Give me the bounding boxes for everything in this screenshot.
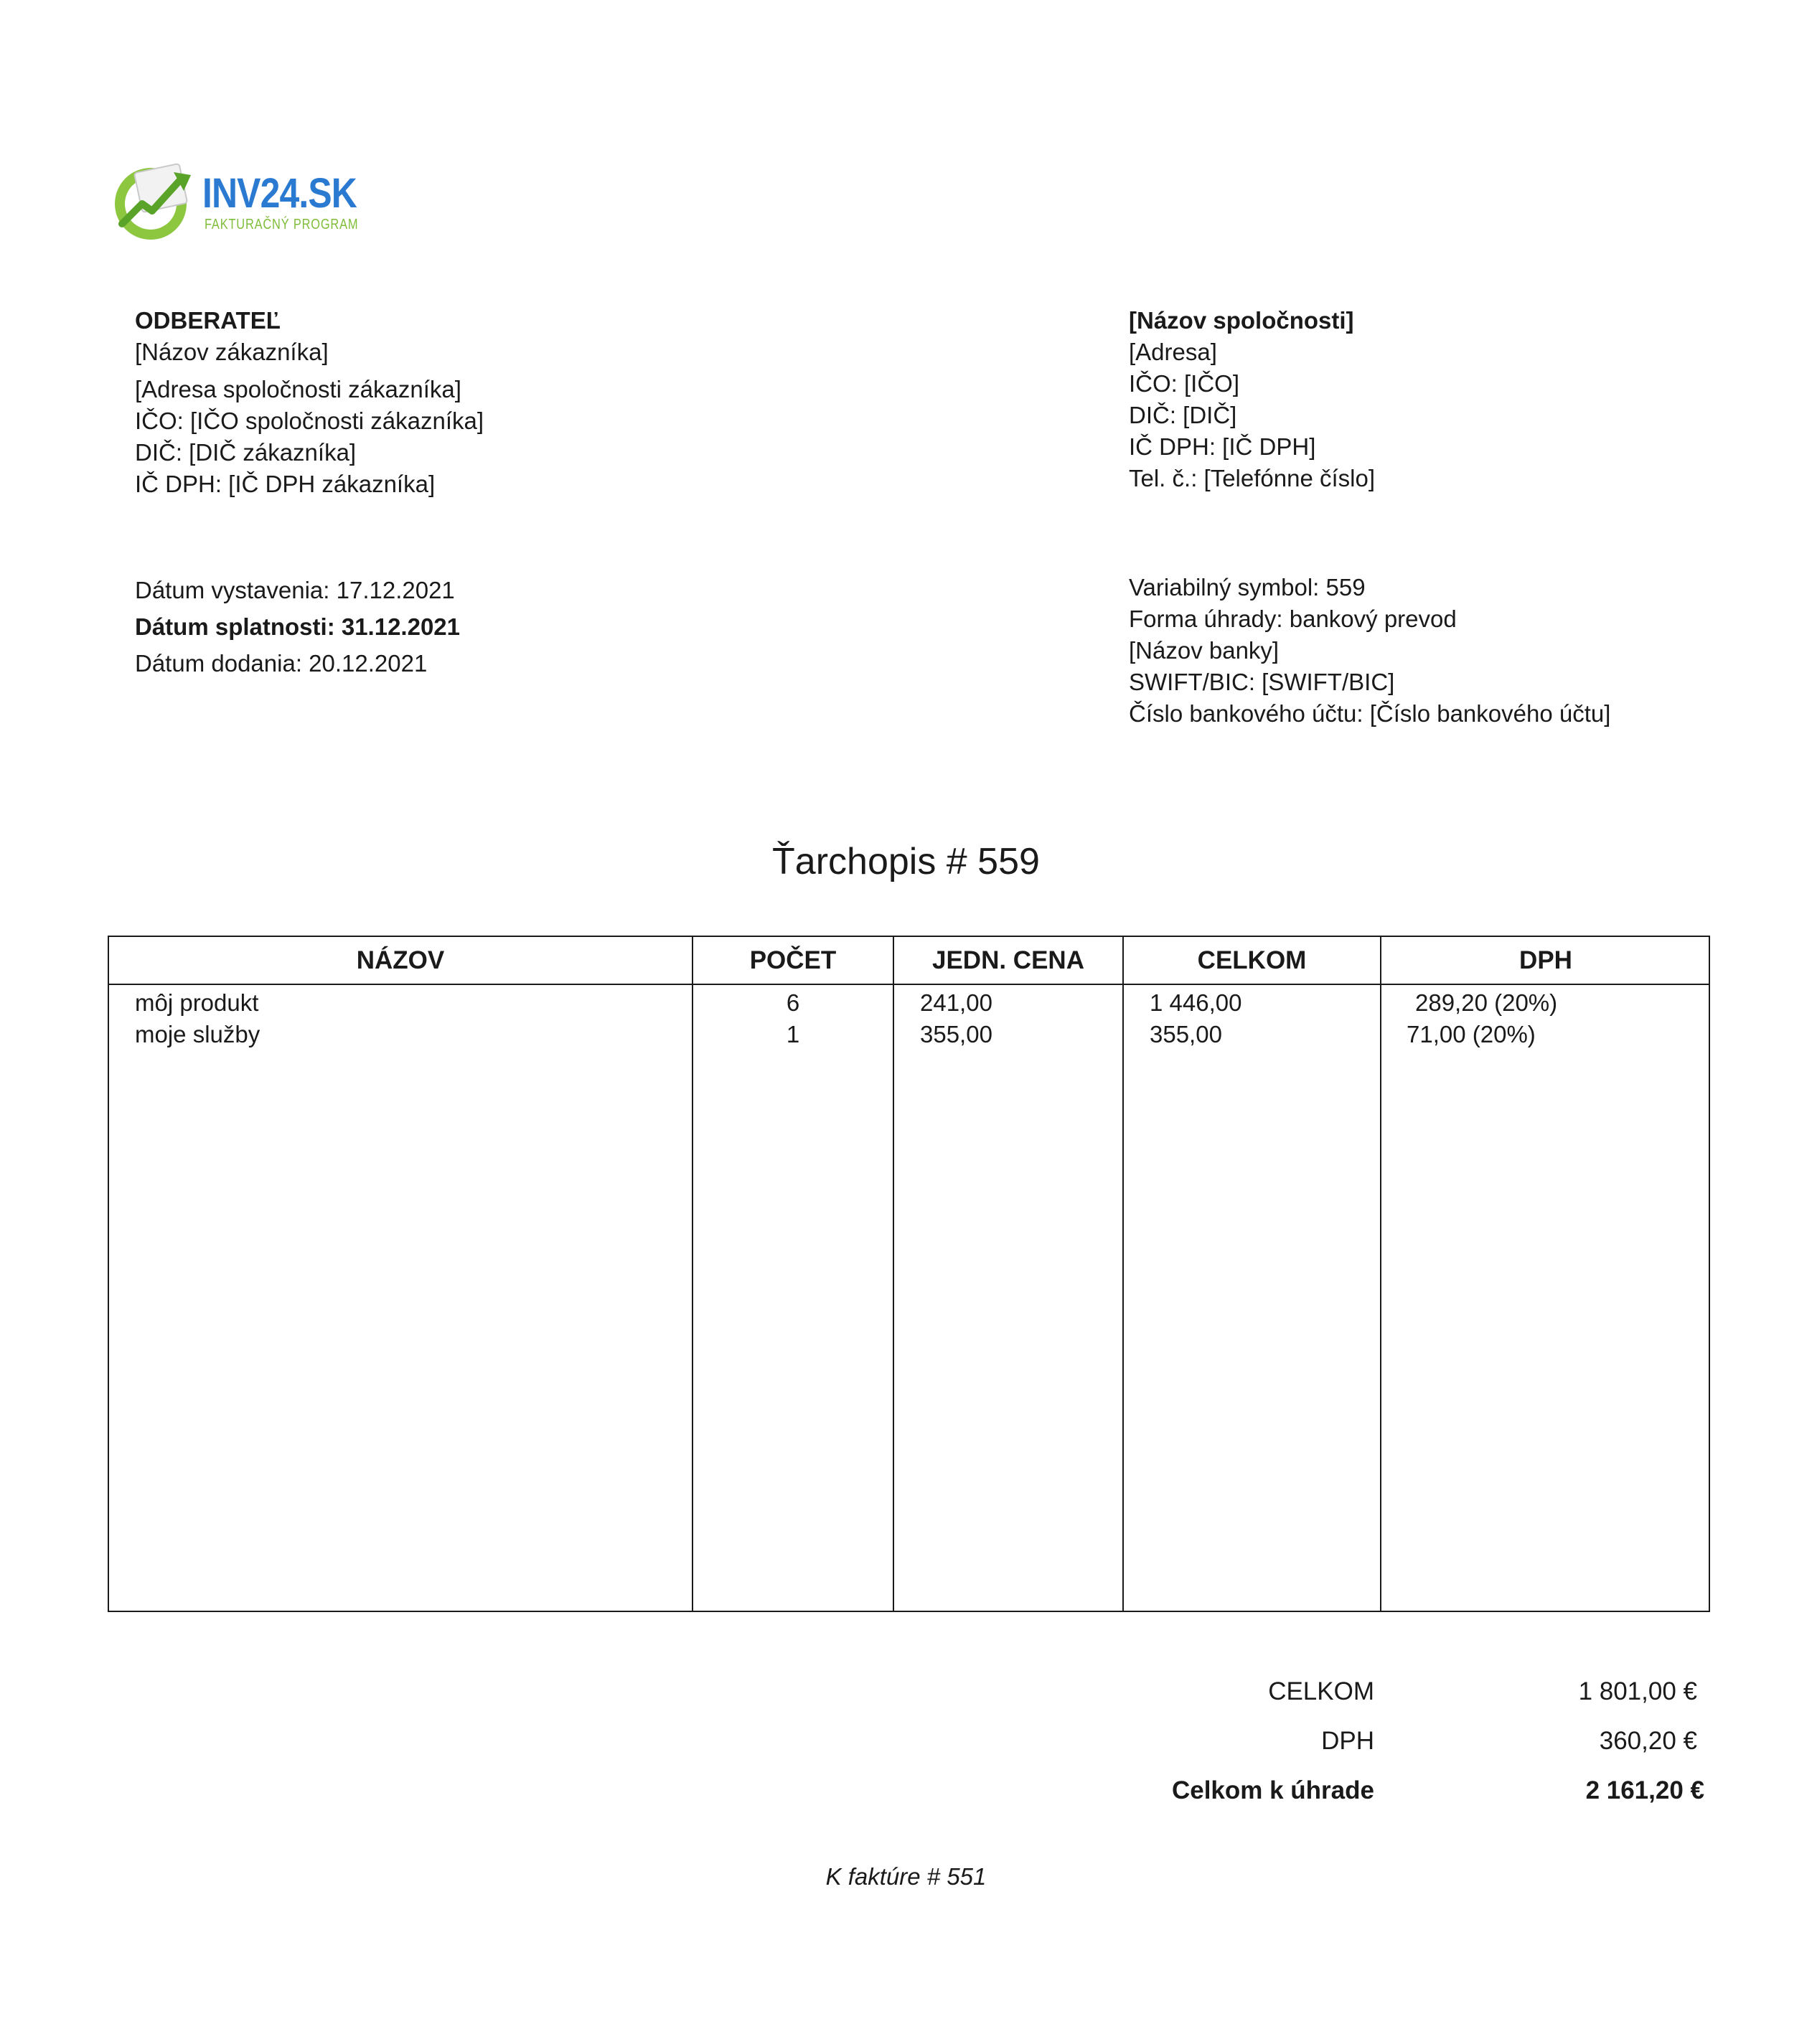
bank-account: Číslo bankového účtu: [Číslo bankového účtu] [1129, 700, 1611, 727]
company-address: [Adresa] [1129, 339, 1217, 365]
vat-total-value: 360,20 € [1599, 1727, 1697, 1755]
customer-dic: DIČ: [DIČ zákazníka] [135, 439, 357, 466]
invoice-reference-note: K faktúre # 551 [825, 1863, 987, 1890]
column-divider [1380, 937, 1381, 1611]
customer-ic-dph: IČ DPH: [IČ DPH zákazníka] [135, 471, 436, 497]
row-1-vat: 289,20 (20%) [1415, 989, 1558, 1016]
header-quantity: POČET [749, 946, 837, 974]
logo-tagline: FAKTURAČNÝ PROGRAM [205, 217, 359, 232]
column-divider [893, 937, 894, 1611]
vat-total-label: DPH [1321, 1727, 1374, 1755]
header-unit-price: JEDN. CENA [932, 946, 1084, 974]
date-delivery: Dátum dodania: 20.12.2021 [135, 650, 428, 677]
header-vat: DPH [1519, 946, 1572, 974]
customer-heading: ODBERATEĽ [135, 307, 281, 334]
row-2-vat: 71,00 (20%) [1407, 1021, 1536, 1047]
grand-total-value: 2 161,20 € [1585, 1776, 1704, 1804]
payment-block [1129, 572, 1610, 730]
bank-name: [Názov banky] [1129, 637, 1280, 664]
header-name: NÁZOV [356, 946, 445, 974]
swift-bic: SWIFT/BIC: [SWIFT/BIC] [1129, 669, 1395, 695]
row-1-name: môj produkt [135, 989, 259, 1016]
company-phone: Tel. č.: [Telefónne číslo] [1129, 465, 1376, 491]
dates-block [135, 572, 460, 682]
column-divider [1122, 937, 1124, 1611]
date-due: Dátum splatnosti: 31.12.2021 [135, 613, 461, 640]
row-2-quantity: 1 [786, 1021, 800, 1047]
customer-ico: IČO: [IČO spoločnosti zákazníka] [135, 408, 484, 434]
row-2-name: moje služby [135, 1021, 260, 1047]
customer-block [135, 305, 484, 500]
row-1-total: 1 446,00 [1150, 989, 1242, 1016]
row-2-unit-price: 355,00 [920, 1021, 992, 1047]
logo-name: INV24.SK [202, 170, 357, 217]
logo-mark-icon [108, 159, 201, 242]
customer-address: [Adresa spoločnosti zákazníka] [135, 376, 461, 402]
payment-method: Forma úhrady: bankový prevod [1129, 606, 1457, 632]
header-total: CELKOM [1197, 946, 1307, 974]
subtotal-label: CELKOM [1268, 1677, 1374, 1705]
company-block [1129, 305, 1375, 494]
variable-symbol: Variabilný symbol: 559 [1129, 574, 1366, 601]
customer-name: [Názov zákazníka] [135, 339, 329, 365]
company-ico: IČO: [IČO] [1129, 370, 1240, 397]
subtotal-value: 1 801,00 € [1578, 1677, 1697, 1705]
row-1-unit-price: 241,00 [920, 989, 992, 1016]
row-2-total: 355,00 [1150, 1021, 1222, 1047]
date-issued: Dátum vystavenia: 17.12.2021 [135, 577, 455, 603]
company-dic: DIČ: [DIČ] [1129, 402, 1237, 428]
document-title: Ťarchopis # 559 [772, 841, 1040, 882]
company-name: [Názov spoločnosti] [1129, 307, 1354, 334]
grand-total-label: Celkom k úhrade [1171, 1776, 1374, 1804]
row-1-quantity: 6 [786, 989, 800, 1016]
items-table [108, 936, 1710, 1612]
company-ic-dph: IČ DPH: [IČ DPH] [1129, 433, 1316, 460]
